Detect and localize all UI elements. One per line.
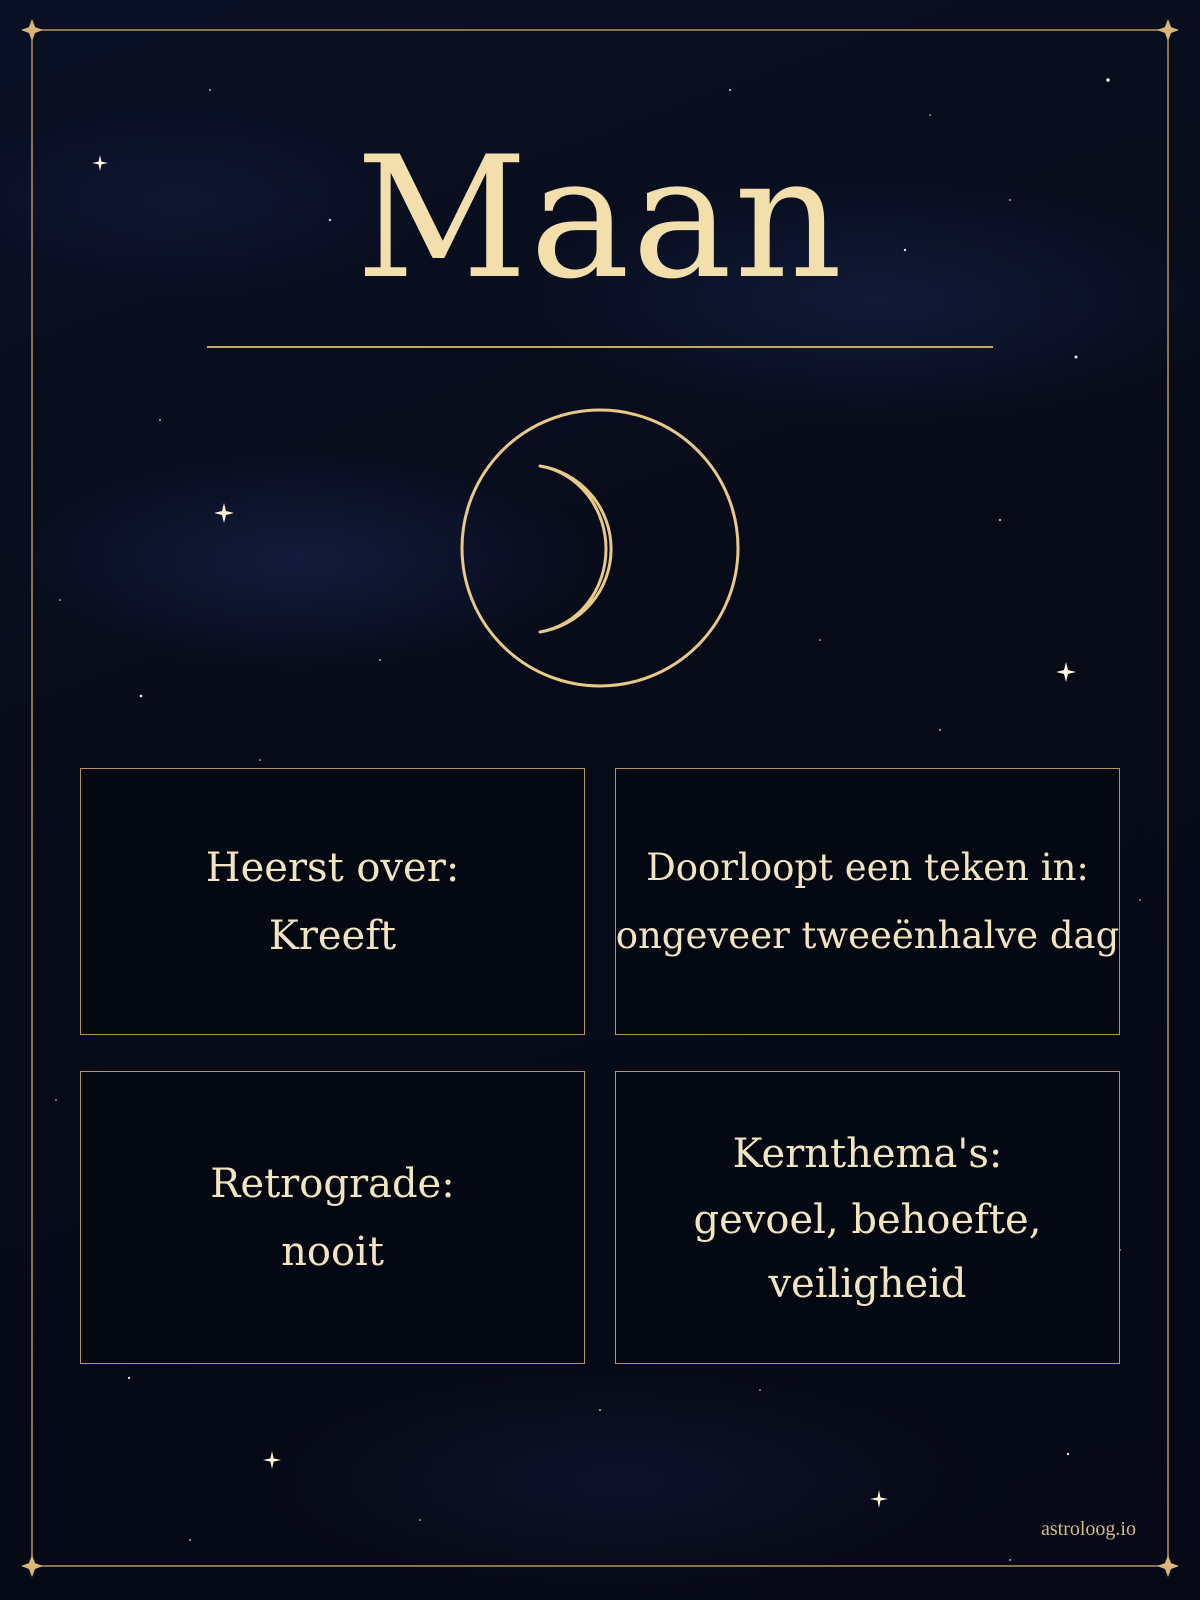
card-value: Kreeft — [268, 912, 397, 959]
info-card-retrograde — [80, 1071, 585, 1364]
title-divider — [207, 346, 993, 348]
card-label: Retrograde: — [210, 1160, 455, 1207]
info-card-rules — [80, 768, 585, 1035]
card-label: Doorloopt een teken in: — [646, 845, 1089, 889]
card-value: nooit — [281, 1228, 384, 1275]
card-label: Kernthema's: — [732, 1130, 1003, 1177]
card-value: gevoel, behoefte, — [693, 1196, 1042, 1243]
card-value: ongeveer tweeënhalve dag — [615, 913, 1120, 957]
card-value: veiligheid — [768, 1260, 967, 1307]
page-title: Maan — [355, 120, 845, 316]
info-card-transit-time — [615, 768, 1120, 1035]
card-label: Heerst over: — [205, 844, 460, 891]
watermark: astroloog.io — [1041, 1518, 1136, 1540]
moon-crescent-icon — [458, 406, 742, 690]
info-card-themes — [615, 1071, 1120, 1364]
